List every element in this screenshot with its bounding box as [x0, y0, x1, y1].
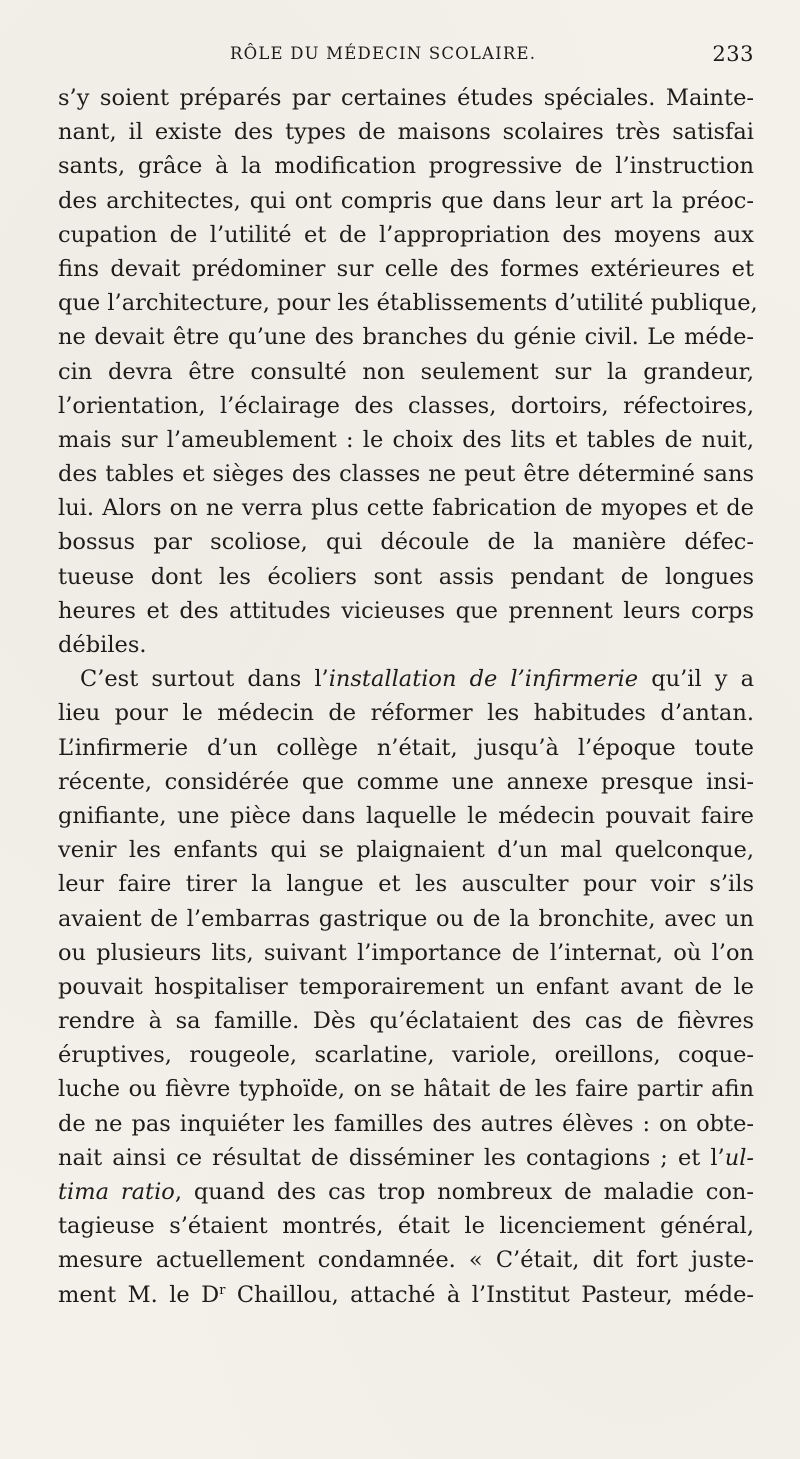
text-line: l’orientation, l’éclairage des classes, dortoirs, réfectoires, — [58, 392, 754, 419]
superscript: r — [219, 1282, 226, 1298]
text-line: sants, grâce à la modification progressive de l’instruction — [58, 153, 754, 180]
text-line: des tables et sièges des classes ne peut être déterminé sans — [58, 461, 754, 488]
text-line: heures et des attitudes vicieuses que prennent leurs corps — [58, 597, 754, 624]
text-line-last — [58, 1278, 754, 1312]
text-line: fins devait prédominer sur celle des formes extérieures et — [58, 255, 754, 282]
page-number: 233 — [712, 42, 754, 66]
text-line: récente, considérée que comme une annexe presque insi- — [58, 768, 754, 795]
text-line: des architectes, qui ont compris que dans leur art la préoc- — [58, 187, 754, 214]
text-line: tagieuse s’étaient montrés, était le licenciement général, — [58, 1213, 754, 1240]
text-line: s’y soient préparés par certaines études spéciales. Mainte- — [58, 85, 754, 111]
text-line: cupation de l’utilité et de l’appropriation des moyens aux — [58, 221, 754, 248]
paragraph-first-line — [58, 662, 754, 696]
running-title: RÔLE DU MÉDECIN SCOLAIRE. — [230, 44, 537, 63]
text-line-ratio — [58, 1175, 754, 1209]
text-line: éruptives, rougeole, scarlatine, variole, oreillons, coque- — [58, 1042, 754, 1069]
text-line: luche ou fièvre typhoïde, on se hâtait de les faire partir afin — [58, 1076, 754, 1103]
italic-emphasis: installation de l’infirmerie — [328, 666, 639, 693]
text-line: bossus par scoliose, qui découle de la manière défec- — [58, 529, 754, 556]
text-line: débiles. — [58, 632, 147, 658]
text-line: que l’architecture, pour les établissements d’utilité publique, — [58, 290, 758, 317]
text-line: mesure actuellement condamnée. « C’était, dit fort juste- — [58, 1247, 754, 1274]
text-line: pouvait hospitaliser temporairement un enfant avant de le — [58, 973, 754, 1000]
italic-emphasis: ul- — [724, 1144, 754, 1171]
text-run: nait ainsi ce résultat de disséminer les contagions ; et l’ — [58, 1144, 725, 1171]
text-line: ne devait être qu’une des branches du génie civil. Le méde- — [58, 324, 754, 351]
text-line: tueuse dont les écoliers sont assis pendant de longues — [58, 563, 754, 590]
text-run: C’est surtout dans l’ — [80, 666, 329, 693]
italic-emphasis: tima ratio — [58, 1179, 175, 1205]
text-line: venir les enfants qui se plaignaient d’un mal quelconque, — [58, 837, 754, 864]
text-run: Chaillou, attaché à l’Institut Pasteur, méde- — [225, 1281, 754, 1308]
text-line: ou plusieurs lits, suivant l’importance de l’internat, où l’on — [58, 939, 754, 966]
text-run: qu’il y a — [638, 666, 754, 693]
text-line: leur faire tirer la langue et les ausculter pour voir s’ils — [58, 871, 754, 898]
text-line: avaient de l’embarras gastrique ou de la bronchite, avec un — [58, 905, 754, 932]
text-line: L’infirmerie d’un collège n’était, jusqu’à l’époque toute — [58, 734, 754, 761]
text-line: nant, il existe des types de maisons scolaires très satisfai — [58, 119, 754, 146]
body-text — [58, 81, 758, 1312]
text-line-ultima — [58, 1141, 754, 1175]
text-line: cin devra être consulté non seulement sur la grandeur, — [58, 358, 754, 385]
text-line: gnifiante, une pièce dans laquelle le médecin pouvait faire — [58, 802, 754, 829]
text-run: , quand des cas trop nombreux de maladie con- — [174, 1179, 755, 1205]
text-run: ment M. le D — [58, 1281, 220, 1308]
text-line: mais sur l’ameublement : le choix des lits et tables de nuit, — [58, 426, 754, 453]
text-line: de ne pas inquiéter les familles des autres élèves : on obte- — [58, 1110, 754, 1137]
text-line: rendre à sa famille. Dès qu’éclataient des cas de fièvres — [58, 1008, 754, 1035]
text-line: lieu pour le médecin de réformer les habitudes d’antan. — [58, 700, 754, 727]
text-line: lui. Alors on ne verra plus cette fabrication de myopes et de — [58, 495, 754, 522]
